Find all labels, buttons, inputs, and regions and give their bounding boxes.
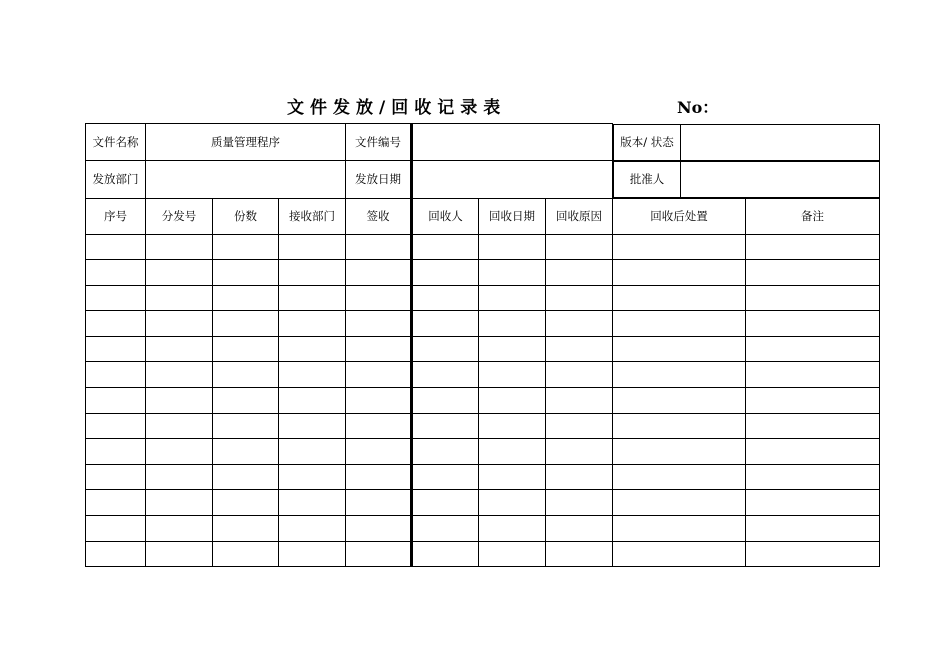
table-row <box>86 541 880 567</box>
table-cell[interactable] <box>613 336 746 362</box>
table-cell[interactable] <box>279 362 346 388</box>
table-cell[interactable] <box>613 516 746 542</box>
table-cell[interactable] <box>213 388 279 414</box>
table-cell[interactable] <box>213 234 279 260</box>
file-number-label: 文件编号 <box>346 124 412 161</box>
table-cell[interactable] <box>86 285 146 311</box>
approver-label: 批准人 <box>614 161 681 197</box>
table-cell[interactable] <box>213 362 279 388</box>
table-cell[interactable] <box>746 439 880 465</box>
table-row <box>86 388 880 414</box>
approver-cell <box>613 161 880 199</box>
table-cell[interactable] <box>146 234 213 260</box>
table-cell[interactable] <box>412 541 479 567</box>
table-cell[interactable] <box>479 285 546 311</box>
table-cell[interactable] <box>746 311 880 337</box>
table-cell[interactable] <box>746 464 880 490</box>
table-cell[interactable] <box>412 490 479 516</box>
table-cell[interactable] <box>86 541 146 567</box>
table-cell[interactable] <box>86 464 146 490</box>
table-cell[interactable] <box>213 336 279 362</box>
version-cell <box>613 124 880 161</box>
table-cell[interactable] <box>412 336 479 362</box>
col-header-disposal: 回收后处置 <box>613 198 746 234</box>
col-header-remarks: 备注 <box>746 198 880 234</box>
table-cell[interactable] <box>479 336 546 362</box>
table-cell[interactable] <box>746 490 880 516</box>
info-row-1 <box>86 124 880 161</box>
table-cell[interactable] <box>213 311 279 337</box>
col-header-sign: 签收 <box>346 198 412 234</box>
table-cell[interactable] <box>279 490 346 516</box>
col-header-copies: 份数 <box>213 198 279 234</box>
table-cell[interactable] <box>412 362 479 388</box>
table-cell[interactable] <box>86 336 146 362</box>
table-cell[interactable] <box>146 311 213 337</box>
table-cell[interactable] <box>479 311 546 337</box>
table-cell[interactable] <box>346 234 412 260</box>
table-cell[interactable] <box>412 234 479 260</box>
table-cell[interactable] <box>146 516 213 542</box>
document-number-label: No： <box>677 98 719 117</box>
table-cell[interactable] <box>213 285 279 311</box>
table-cell[interactable] <box>746 413 880 439</box>
table-cell[interactable] <box>279 464 346 490</box>
column-header-row <box>86 198 880 234</box>
table-cell[interactable] <box>346 413 412 439</box>
table-cell[interactable] <box>479 541 546 567</box>
version-label: 版本/ 状态 <box>614 124 681 160</box>
table-cell[interactable] <box>146 285 213 311</box>
table-cell[interactable] <box>86 413 146 439</box>
table-cell[interactable] <box>86 234 146 260</box>
table-cell[interactable] <box>613 234 746 260</box>
file-name-value[interactable]: 质量管理程序 <box>146 124 346 161</box>
table-row <box>86 464 880 490</box>
distribution-recall-table <box>85 123 880 567</box>
table-cell[interactable] <box>279 541 346 567</box>
table-cell[interactable] <box>546 234 613 260</box>
table-cell[interactable] <box>412 413 479 439</box>
table-cell[interactable] <box>279 336 346 362</box>
table-cell[interactable] <box>613 490 746 516</box>
table-cell[interactable] <box>346 516 412 542</box>
table-cell[interactable] <box>146 388 213 414</box>
table-cell[interactable] <box>613 464 746 490</box>
table-cell[interactable] <box>479 234 546 260</box>
table-cell[interactable] <box>346 260 412 286</box>
table-cell[interactable] <box>146 362 213 388</box>
table-row <box>86 439 880 465</box>
table-cell[interactable] <box>546 464 613 490</box>
table-cell[interactable] <box>279 516 346 542</box>
table-cell[interactable] <box>146 260 213 286</box>
table-cell[interactable] <box>613 439 746 465</box>
table-cell[interactable] <box>613 413 746 439</box>
table-cell[interactable] <box>86 516 146 542</box>
table-cell[interactable] <box>346 388 412 414</box>
table-cell[interactable] <box>746 234 880 260</box>
table-row <box>86 490 880 516</box>
table-cell[interactable] <box>213 541 279 567</box>
version-value[interactable] <box>681 124 880 160</box>
table-cell[interactable] <box>86 311 146 337</box>
table-cell[interactable] <box>412 439 479 465</box>
issue-date-value[interactable] <box>412 161 613 199</box>
table-cell[interactable] <box>479 362 546 388</box>
table-cell[interactable] <box>613 541 746 567</box>
col-header-recaller: 回收人 <box>412 198 479 234</box>
table-row <box>86 234 880 260</box>
table-cell[interactable] <box>479 439 546 465</box>
table-cell[interactable] <box>546 490 613 516</box>
table-cell[interactable] <box>546 413 613 439</box>
table-cell[interactable] <box>546 541 613 567</box>
table-cell[interactable] <box>479 464 546 490</box>
table-row <box>86 516 880 542</box>
table-cell[interactable] <box>412 388 479 414</box>
table-cell[interactable] <box>346 285 412 311</box>
table-cell[interactable] <box>546 260 613 286</box>
table-cell[interactable] <box>546 336 613 362</box>
table-cell[interactable] <box>479 260 546 286</box>
table-cell[interactable] <box>613 388 746 414</box>
table-cell[interactable] <box>86 388 146 414</box>
table-cell[interactable] <box>479 490 546 516</box>
table-cell[interactable] <box>146 541 213 567</box>
table-cell[interactable] <box>746 388 880 414</box>
table-cell[interactable] <box>546 516 613 542</box>
table-cell[interactable] <box>746 336 880 362</box>
col-header-recall-reason: 回收原因 <box>546 198 613 234</box>
table-cell[interactable] <box>479 516 546 542</box>
table-cell[interactable] <box>412 464 479 490</box>
table-cell[interactable] <box>146 413 213 439</box>
table-cell[interactable] <box>546 439 613 465</box>
table-row <box>86 311 880 337</box>
table-cell[interactable] <box>746 516 880 542</box>
table-cell[interactable] <box>279 388 346 414</box>
table-cell[interactable] <box>746 541 880 567</box>
col-header-serial: 序号 <box>86 198 146 234</box>
col-header-distribution-no: 分发号 <box>146 198 213 234</box>
table-cell[interactable] <box>546 311 613 337</box>
col-header-recall-date: 回收日期 <box>479 198 546 234</box>
table-cell[interactable] <box>346 541 412 567</box>
table-cell[interactable] <box>746 285 880 311</box>
table-cell[interactable] <box>86 362 146 388</box>
table-cell[interactable] <box>146 490 213 516</box>
table-cell[interactable] <box>146 464 213 490</box>
table-cell[interactable] <box>746 362 880 388</box>
table-cell[interactable] <box>86 490 146 516</box>
table-row <box>86 260 880 286</box>
table-row <box>86 413 880 439</box>
table-cell[interactable] <box>412 260 479 286</box>
table-cell[interactable] <box>346 362 412 388</box>
table-cell[interactable] <box>346 464 412 490</box>
table-row <box>86 285 880 311</box>
table-cell[interactable] <box>346 490 412 516</box>
table-cell[interactable] <box>613 362 746 388</box>
table-cell[interactable] <box>613 285 746 311</box>
table-cell[interactable] <box>412 311 479 337</box>
issue-date-label: 发放日期 <box>346 161 412 199</box>
table-cell[interactable] <box>346 311 412 337</box>
table-cell[interactable] <box>279 260 346 286</box>
table-cell[interactable] <box>213 464 279 490</box>
file-name-label: 文件名称 <box>86 124 146 161</box>
table-cell[interactable] <box>279 234 346 260</box>
info-row-2 <box>86 161 880 199</box>
table-cell[interactable] <box>86 260 146 286</box>
approver-value[interactable] <box>681 161 880 197</box>
table-cell[interactable] <box>146 439 213 465</box>
table-cell[interactable] <box>213 516 279 542</box>
table-cell[interactable] <box>412 516 479 542</box>
table-cell[interactable] <box>546 362 613 388</box>
table-cell[interactable] <box>279 285 346 311</box>
table-cell[interactable] <box>613 311 746 337</box>
table-cell[interactable] <box>346 336 412 362</box>
issuing-dept-label: 发放部门 <box>86 161 146 199</box>
form-title: 文件发放/回收记录表 <box>287 98 507 118</box>
table-row <box>86 362 880 388</box>
table-cell[interactable] <box>746 260 880 286</box>
table-cell[interactable] <box>613 260 746 286</box>
record-rows <box>86 234 880 567</box>
table-cell[interactable] <box>346 439 412 465</box>
table-cell[interactable] <box>279 311 346 337</box>
table-cell[interactable] <box>412 285 479 311</box>
issuing-dept-value[interactable] <box>146 161 346 199</box>
table-cell[interactable] <box>213 413 279 439</box>
table-cell[interactable] <box>213 439 279 465</box>
table-cell[interactable] <box>213 260 279 286</box>
table-cell[interactable] <box>546 285 613 311</box>
table-cell[interactable] <box>479 413 546 439</box>
file-number-value[interactable] <box>412 124 613 161</box>
table-cell[interactable] <box>279 413 346 439</box>
col-header-receiving-dept: 接收部门 <box>279 198 346 234</box>
table-cell[interactable] <box>546 388 613 414</box>
table-row <box>86 336 880 362</box>
table-cell[interactable] <box>213 490 279 516</box>
table-cell[interactable] <box>146 336 213 362</box>
table-cell[interactable] <box>479 388 546 414</box>
table-cell[interactable] <box>279 439 346 465</box>
table-cell[interactable] <box>86 439 146 465</box>
